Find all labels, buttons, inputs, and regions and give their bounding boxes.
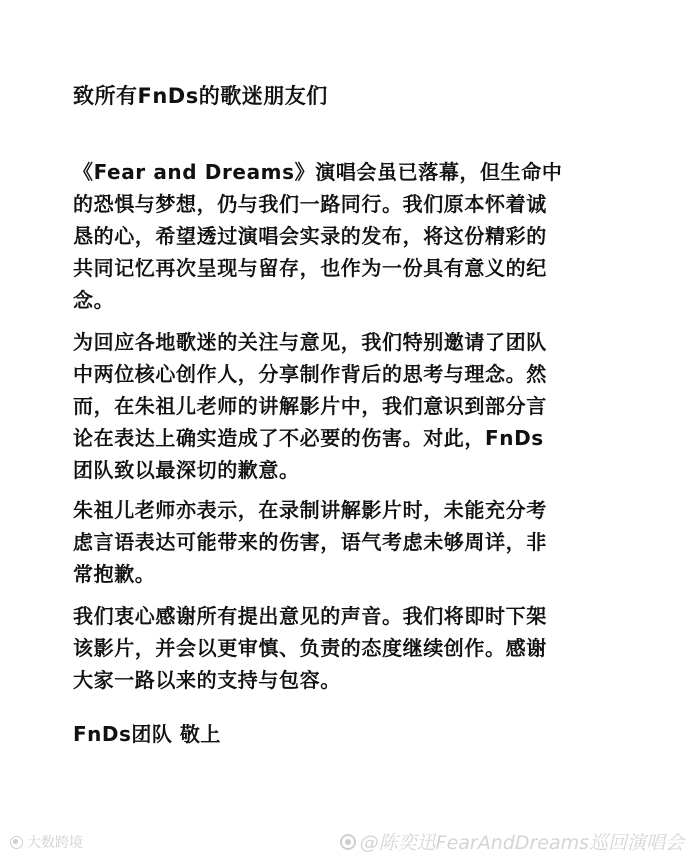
paragraph-line: 朱祖儿老师亦表示，在录制讲解影片时，未能充分考 xyxy=(73,498,547,522)
paragraph-line: 共同记忆再次呈现与留存，也作为一份具有意义的纪 xyxy=(73,256,547,280)
paragraph-line: 大家一路以来的支持与包容。 xyxy=(73,668,341,692)
paragraph-line: 常抱歉。 xyxy=(73,562,156,586)
paragraph-3 xyxy=(73,494,547,590)
paragraph-line: 论在表达上确实造成了不必要的伤害。对此，FnDs xyxy=(73,426,544,450)
paragraph-1 xyxy=(73,156,562,316)
watermark-right xyxy=(340,828,684,855)
watermark-left-text: 大数跨境 xyxy=(27,835,83,851)
paragraph-line: 恳的心，希望透过演唱会实录的发布，将这份精彩的 xyxy=(73,224,547,248)
paragraph-line: 该影片，并会以更审慎、负责的态度继续创作。感谢 xyxy=(73,636,547,660)
weibo-logo-icon xyxy=(340,834,356,850)
watermark-right-text: @陈奕迅FearAndDreams巡回演唱会 xyxy=(359,832,684,854)
paragraph-line: 念。 xyxy=(73,288,115,312)
paragraph-2 xyxy=(73,326,547,486)
paragraph-line: 而，在朱祖儿老师的讲解影片中，我们意识到部分言 xyxy=(73,394,547,418)
paragraph-line: 团队致以最深切的歉意。 xyxy=(73,458,300,482)
paragraph-line: 中两位核心创作人，分享制作背后的思考与理念。然 xyxy=(73,362,547,386)
paragraph-line: 《Fear and Dreams》演唱会虽已落幕，但生命中 xyxy=(73,160,563,184)
paragraph-line: 的恐惧与梦想，仍与我们一路同行。我们原本怀着诚 xyxy=(73,192,547,216)
paragraph-line: 虑言语表达可能带来的伤害，语气考虑未够周详，非 xyxy=(73,530,547,554)
paragraph-line: 为回应各地歌迷的关注与意见，我们特别邀请了团队 xyxy=(73,330,547,354)
letter-signature: FnDs团队 敬上 xyxy=(73,722,221,746)
paragraph-line: 我们衷心感谢所有提出意见的声音。我们将即时下架 xyxy=(73,604,547,628)
letter-heading: 致所有FnDs的歌迷朋友们 xyxy=(73,84,328,108)
paragraph-4 xyxy=(73,600,547,696)
watermark-left xyxy=(10,832,83,852)
weibo-logo-icon xyxy=(10,836,23,849)
